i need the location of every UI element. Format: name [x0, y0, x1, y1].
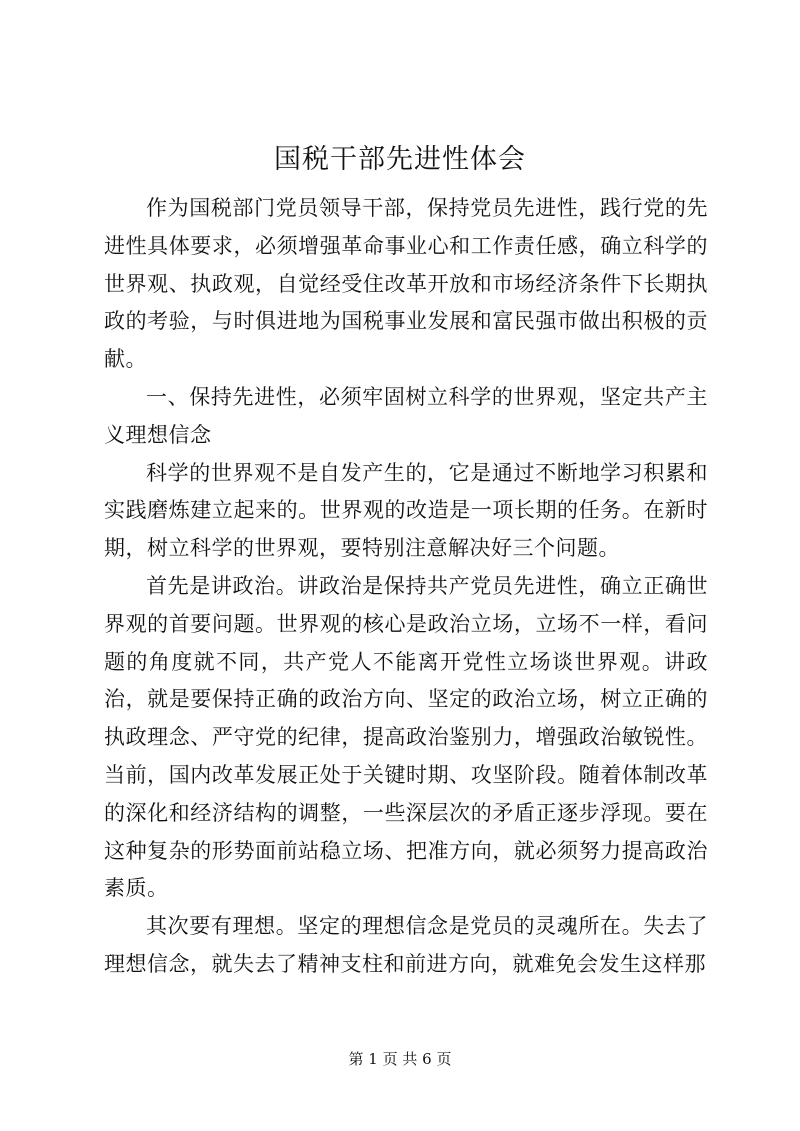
- document-title: 国税干部先进性体会: [274, 144, 526, 175]
- document-body: [104, 190, 708, 984]
- section-heading-1: 一、保持先进性，必须牢固树立科学的世界观，坚定共产主义理想信念: [104, 384, 708, 447]
- paragraph-intro: 作为国税部门党员领导干部，保持党员先进性，践行党的先进性具体要求，必须增强革命事业心和工作责任感，确立科学的世界观、执政观，自觉经受住改革开放和市场经济条件下长期执政的考验，与时俱进地为国税事业发展和富民强市做出积极的贡献。: [104, 196, 708, 372]
- paragraph-ideals: 其次要有理想。坚定的理想信念是党员的灵魂所在。失去了理想信念，就失去了精神支柱和前进方向，就难免会发生这样那: [104, 914, 708, 976]
- page-number-footer: 第 1 页 共 6 页: [348, 1050, 452, 1068]
- paragraph-worldview: 科学的世界观不是自发产生的，它是通过不断地学习积累和实践磨炼建立起来的。世界观的改造是一项长期的任务。在新时期，树立科学的世界观，要特别注意解决好三个问题。: [104, 460, 708, 561]
- paragraph-politics: 首先是讲政治。讲政治是保持共产党员先进性，确立正确世界观的首要问题。世界观的核心是政治立场，立场不一样，看问题的角度就不同，共产党人不能离开党性立场谈世界观。讲政治，就是要保持正确的政治方向、坚定的政治立场，树立正确的执政理念、严守党的纪律，提高政治鉴别力，增强政治敏锐性。当前，国内改革发展正处于关键时期、攻坚阶段。随着体制改革的深化和经济结构的调整，一些深层次的矛盾正逐步浮现。要在这种复杂的形势面前站稳立场、把准方向，就必须努力提高政治素质。: [104, 573, 708, 901]
